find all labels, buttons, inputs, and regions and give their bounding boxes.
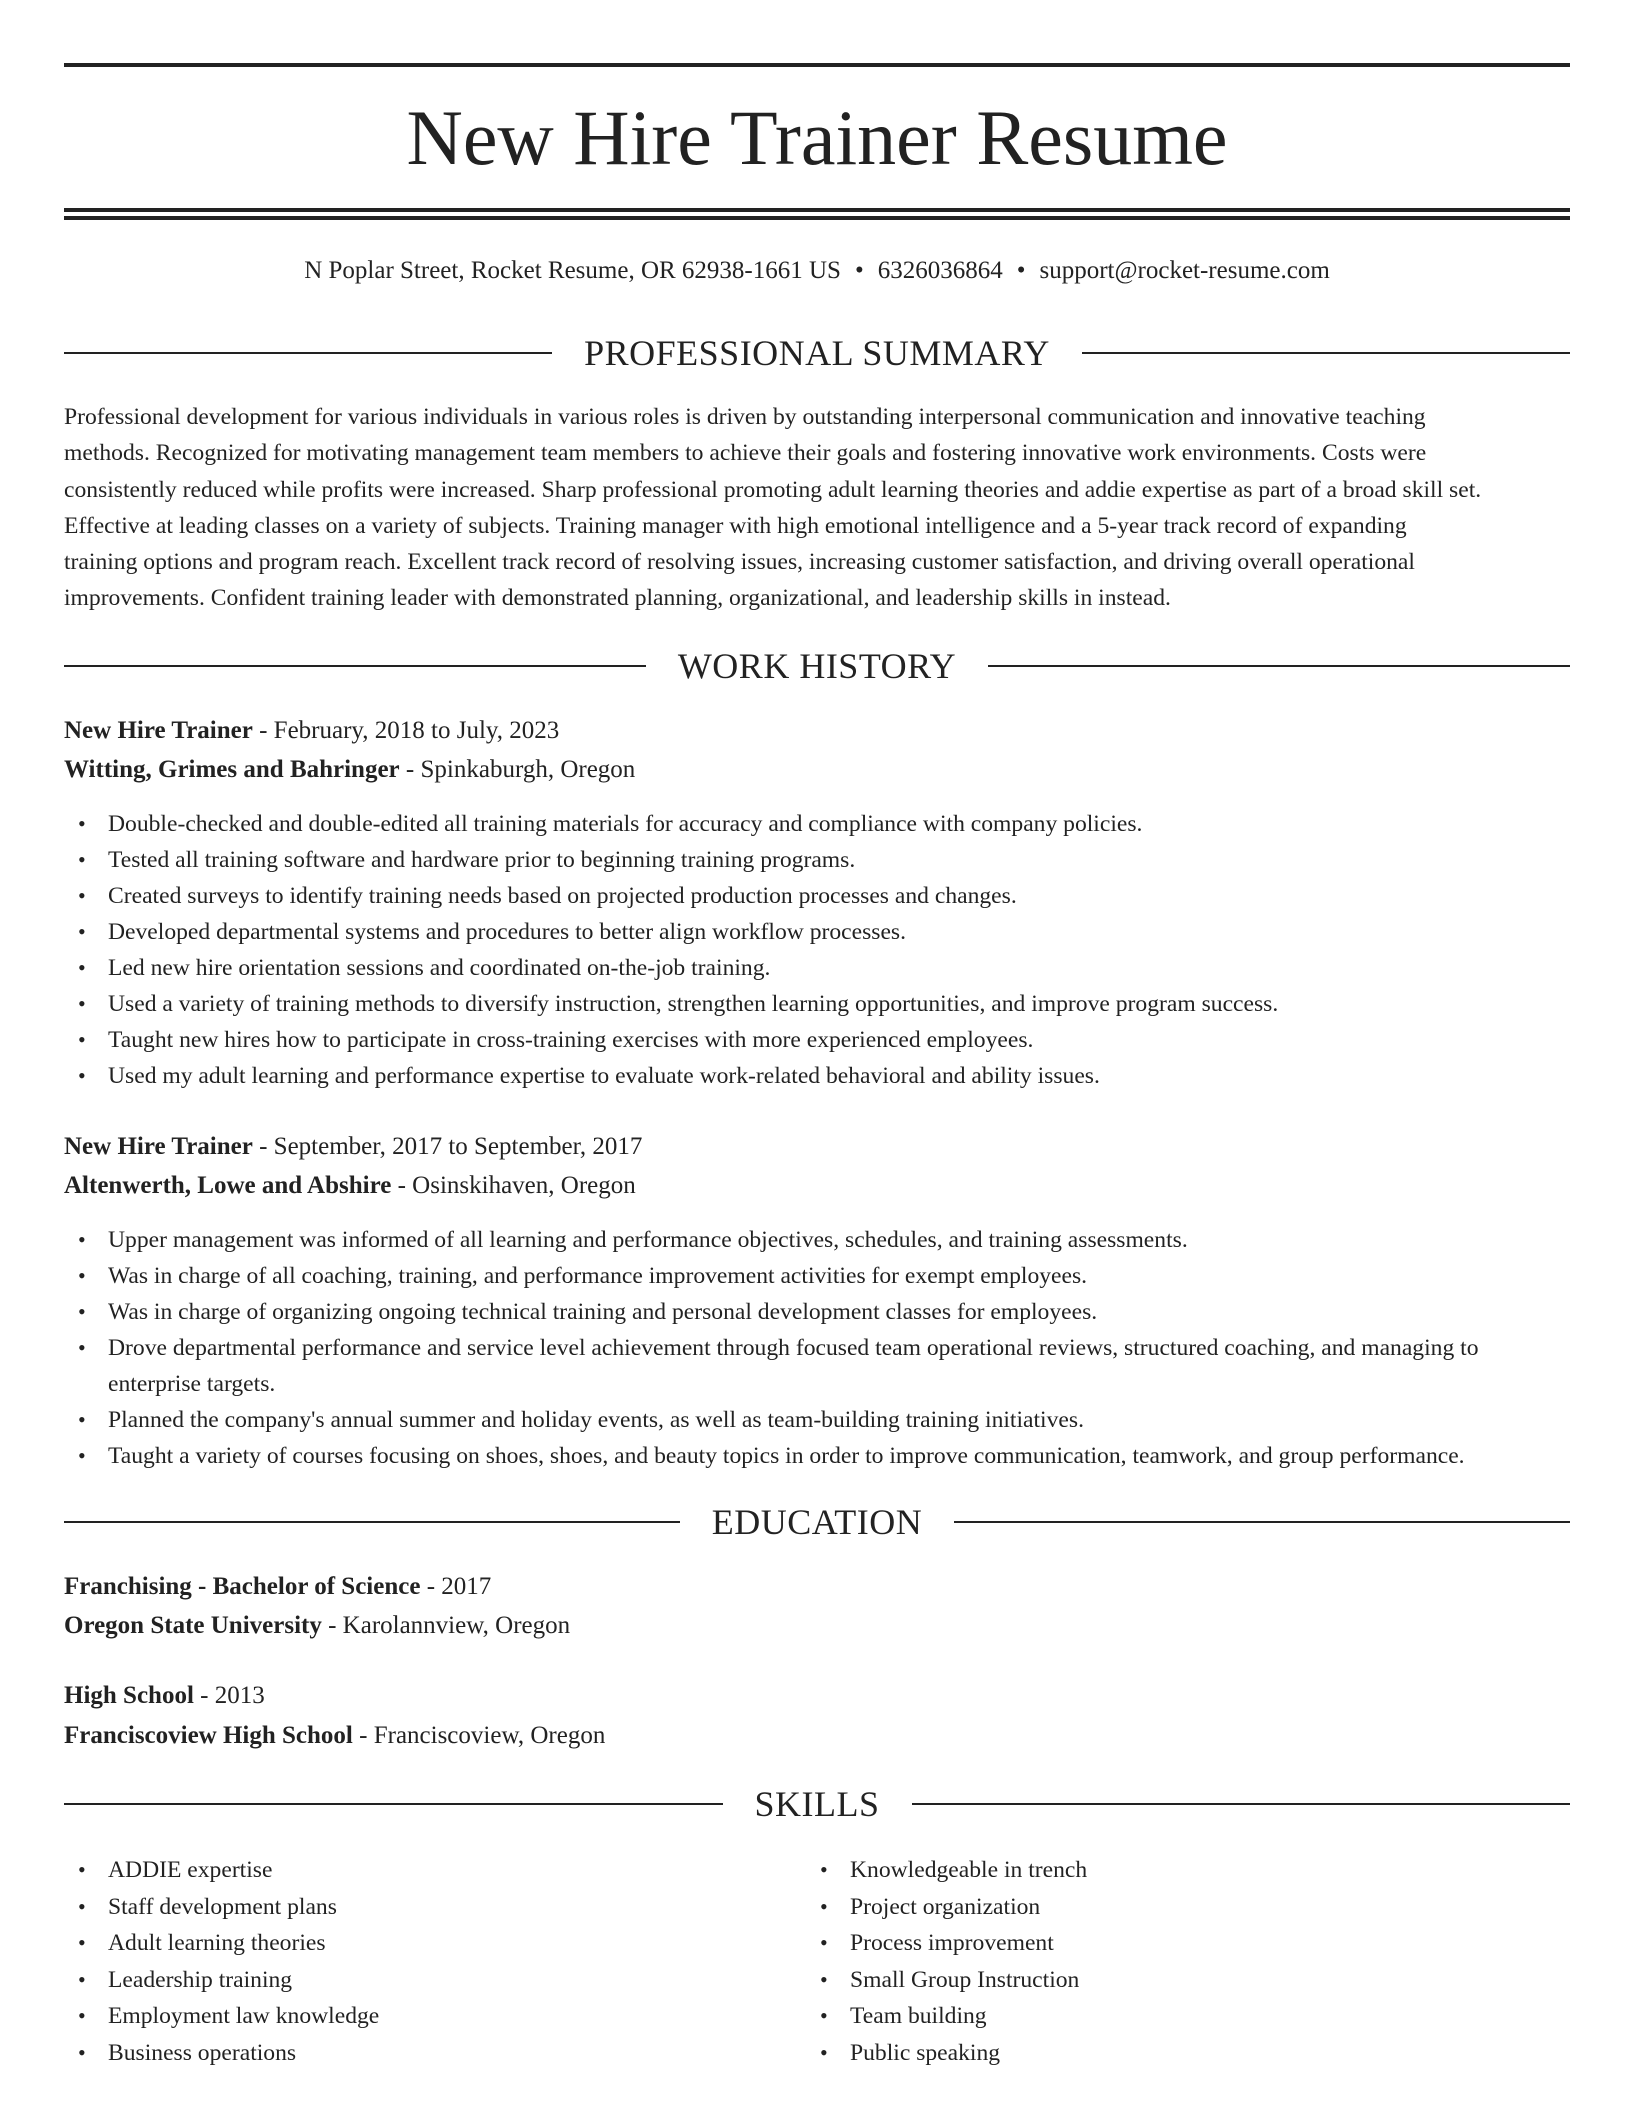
top-rule <box>64 63 1570 67</box>
section-header-summary <box>64 333 1570 373</box>
job-bullets <box>64 806 1570 1094</box>
contact-separator: • <box>1016 257 1026 284</box>
skill-item: • Staff development plans <box>64 1889 379 1926</box>
education-school: Oregon State University <box>64 1612 322 1639</box>
education-year: - 2017 <box>420 1573 492 1600</box>
job-location: - Osinskihaven, Oregon <box>391 1172 636 1199</box>
contact-separator: • <box>854 257 864 284</box>
job-dates: - February, 2018 to July, 2023 <box>252 717 560 744</box>
section-rule-left <box>64 1521 680 1523</box>
skills-list-right <box>806 1852 1087 2072</box>
job-company: Altenwerth, Lowe and Abshire <box>64 1172 392 1199</box>
summary-line: methods. Recognized for motivating management team members to achieve their goals and fostering innovative work environments. Costs were <box>64 440 1427 467</box>
list-item: • Developed departmental systems and procedures to better align workflow processes. <box>64 914 1570 950</box>
list-item: • Used a variety of training methods to diversify instruction, strengthen learning opportunities, and improve program success. <box>64 986 1570 1022</box>
summary-paragraph <box>64 399 1570 617</box>
list-item: • Taught new hires how to participate in cross-training exercises with more experienced employees. <box>64 1022 1570 1058</box>
job-title: New Hire Trainer <box>64 717 253 744</box>
section-header-education <box>64 1502 1570 1542</box>
summary-line: consistently reduced while profits were increased. Sharp professional promoting adult learning theories and addie expertise as part of a broad skill set. <box>64 476 1482 503</box>
skill-item: • Project organization <box>806 1889 1087 1926</box>
contact-line <box>64 255 1570 287</box>
skill-item: • Small Group Instruction <box>806 1962 1087 1999</box>
skill-item: • Leadership training <box>64 1962 379 1999</box>
education-degree-line <box>64 1679 1570 1713</box>
job-dates: - September, 2017 to September, 2017 <box>252 1133 643 1160</box>
skill-item: • Adult learning theories <box>64 1925 379 1962</box>
education-degree: High School <box>64 1682 194 1709</box>
skills-list-left <box>64 1852 379 2072</box>
section-title: EDUCATION <box>711 1502 923 1542</box>
title-rule-lower <box>64 216 1570 220</box>
list-item: • Planned the company's annual summer and holiday events, as well as team-building training initiatives. <box>64 1402 1570 1438</box>
skill-item: • Employment law knowledge <box>64 1998 379 2035</box>
section-rule-left <box>64 665 646 667</box>
education-year: - 2013 <box>193 1682 265 1709</box>
section-header-skills <box>64 1784 1570 1824</box>
list-item: • Upper management was informed of all learning and performance objectives, schedules, and training assessments. <box>64 1222 1570 1258</box>
summary-line: Professional development for various individuals in various roles is driven by outstanding interpersonal communication and innovative teaching <box>64 404 1426 430</box>
education-school-line <box>64 1719 1570 1753</box>
section-rule-right <box>912 1803 1571 1805</box>
section-header-work <box>64 646 1570 686</box>
skill-item: • Process improvement <box>806 1925 1087 1962</box>
list-item: • Was in charge of all coaching, training, and performance improvement activities for exempt employees. <box>64 1258 1570 1294</box>
job-bullets <box>64 1222 1570 1474</box>
section-title: WORK HISTORY <box>677 646 957 686</box>
skill-item: • ADDIE expertise <box>64 1852 379 1889</box>
section-rule-right <box>988 665 1570 667</box>
education-location: - Karolannview, Oregon <box>321 1612 571 1639</box>
job-title-line <box>64 1130 1570 1164</box>
resume-title: New Hire Trainer Resume <box>406 94 1228 181</box>
education-location: - Franciscoview, Oregon <box>352 1722 606 1749</box>
job-company-line <box>64 753 1570 787</box>
section-title: PROFESSIONAL SUMMARY <box>584 333 1050 373</box>
list-item: • Double-checked and double-edited all training materials for accuracy and compliance with company policies. <box>64 806 1570 842</box>
list-item: • Taught a variety of courses focusing on shoes, shoes, and beauty topics in order to improve communication, teamwork, and group performance. <box>64 1438 1570 1474</box>
education-school-line <box>64 1609 1570 1643</box>
job-company: Witting, Grimes and Bahringer <box>64 756 400 783</box>
summary-line: improvements. Confident training leader with demonstrated planning, organizational, and leadership skills in instead. <box>64 585 1171 612</box>
section-rule-right <box>1082 352 1570 354</box>
job-title: New Hire Trainer <box>64 1133 253 1160</box>
skill-item: • Public speaking <box>806 2035 1087 2072</box>
skill-item: • Team building <box>806 1998 1087 2035</box>
education-school: Franciscoview High School <box>64 1722 353 1749</box>
contact-phone: 6326036864 <box>877 257 1003 284</box>
list-item: • Used my adult learning and performance expertise to evaluate work-related behavioral and ability issues. <box>64 1058 1570 1094</box>
list-item: • Led new hire orientation sessions and coordinated on-the-job training. <box>64 950 1570 986</box>
education-degree: Franchising - Bachelor of Science <box>64 1573 421 1600</box>
job-company-line <box>64 1169 1570 1203</box>
section-title: SKILLS <box>754 1784 880 1824</box>
section-rule-left <box>64 1803 723 1805</box>
summary-line: Effective at leading classes on a variety of subjects. Training manager with high emotional intelligence and a 5-year track record of expanding <box>64 512 1407 539</box>
summary-line: training options and program reach. Excellent track record of resolving issues, increasing customer satisfaction, and driving overall operational <box>64 549 1415 576</box>
skill-item: • Business operations <box>64 2035 379 2072</box>
section-rule-left <box>64 352 552 354</box>
list-item: • Created surveys to identify training needs based on projected production processes and changes. <box>64 878 1570 914</box>
contact-address: N Poplar Street, Rocket Resume, OR 62938-1661 US <box>304 257 841 284</box>
job-location: - Spinkaburgh, Oregon <box>399 756 636 783</box>
list-item: • Was in charge of organizing ongoing technical training and personal development classes for employees. <box>64 1294 1570 1330</box>
section-rule-right <box>954 1521 1570 1523</box>
list-item: • Tested all training software and hardware prior to beginning training programs. <box>64 842 1570 878</box>
education-degree-line <box>64 1570 1570 1604</box>
skill-item: • Knowledgeable in trench <box>806 1852 1087 1889</box>
list-item: • Drove departmental performance and service level achievement through focused team operational reviews, structured coaching, and managing to enterprise targets. <box>64 1330 1570 1402</box>
contact-email: support@rocket-resume.com <box>1039 257 1330 284</box>
job-title-line <box>64 714 1570 748</box>
title-rule-upper <box>64 208 1570 212</box>
